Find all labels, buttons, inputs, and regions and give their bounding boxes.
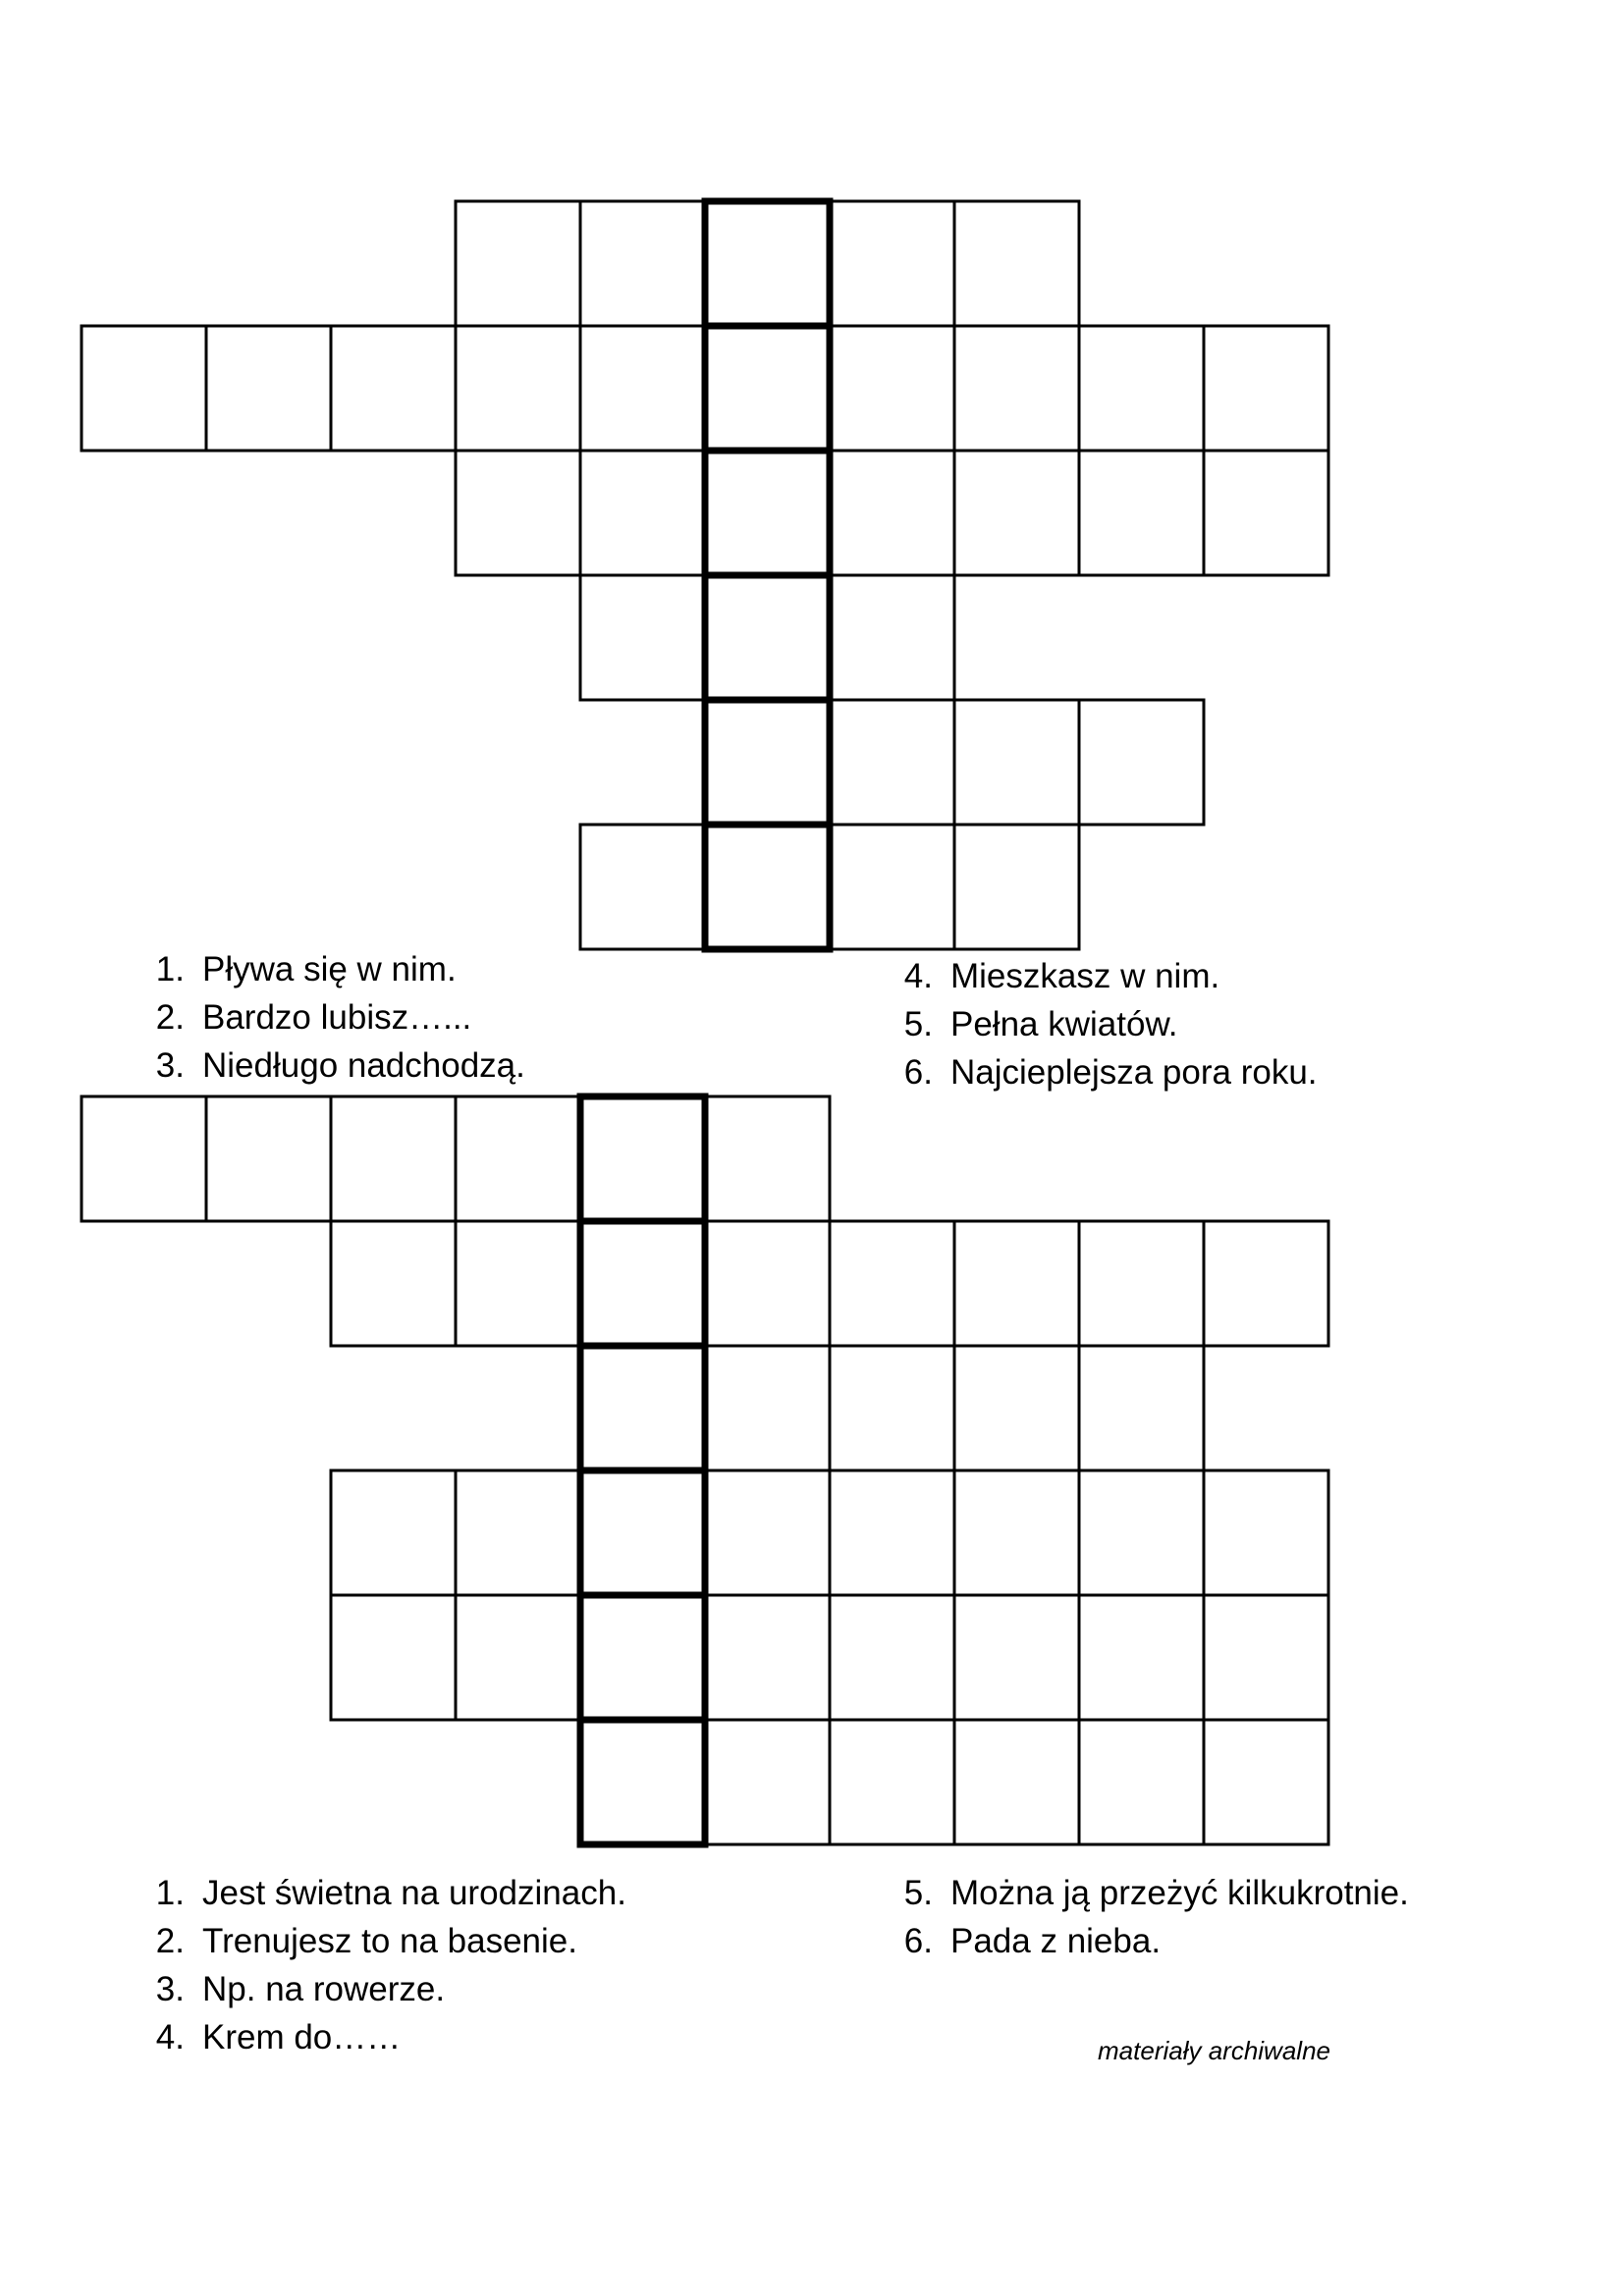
grid2-cell-r2-c8[interactable] [954, 1221, 1079, 1346]
grid2-cell-r2-c7[interactable] [830, 1221, 954, 1346]
grid2-cell-r6-c8[interactable] [954, 1720, 1079, 1844]
clue-number: 6. [903, 1922, 933, 1960]
clue-number: 2. [155, 1922, 185, 1960]
clue-item [135, 1965, 626, 2013]
clue-item [884, 1000, 1318, 1048]
grid2-cell-r2-c4[interactable] [456, 1221, 580, 1346]
grid2-cell-r4-c7[interactable] [830, 1470, 954, 1595]
clue-item [135, 993, 525, 1041]
clue-number: 6. [903, 1053, 933, 1092]
grid2-cell-r6-c6[interactable] [705, 1720, 830, 1844]
clue-number: 5. [903, 1005, 933, 1043]
clue-number: 5. [903, 1874, 933, 1912]
grid2-cell-r3-c7[interactable] [830, 1346, 954, 1470]
grid2-cell-r6-c5[interactable] [580, 1720, 705, 1844]
clue-list-1-right [884, 952, 1318, 1096]
grid2-cell-r4-c5[interactable] [580, 1470, 705, 1595]
grid2-cell-r3-c9[interactable] [1079, 1346, 1204, 1470]
clue-text: Mieszkasz w nim. [950, 957, 1220, 995]
clue-number: 3. [155, 1046, 185, 1085]
clue-text: Pływa się w nim. [202, 950, 457, 988]
grid2-cell-r5-c9[interactable] [1079, 1595, 1204, 1720]
grid2-cell-r4-c10[interactable] [1204, 1470, 1328, 1595]
clue-number: 1. [155, 950, 185, 988]
clue-number: 4. [155, 2018, 185, 2056]
grid2-cell-r4-c9[interactable] [1079, 1470, 1204, 1595]
clue-item [135, 1869, 626, 1917]
grid2-cell-r1-c1[interactable] [81, 1096, 206, 1221]
clue-item [135, 945, 525, 993]
grid2-cell-r2-c9[interactable] [1079, 1221, 1204, 1346]
clue-item [884, 1048, 1318, 1096]
grid2-cell-r5-c8[interactable] [954, 1595, 1079, 1720]
grid2-cell-r5-c3[interactable] [331, 1595, 456, 1720]
grid2-cell-r1-c4[interactable] [456, 1096, 580, 1221]
grid2-cell-r3-c5[interactable] [580, 1346, 705, 1470]
clue-number: 1. [155, 1874, 185, 1912]
clue-text: Np. na rowerze. [202, 1970, 446, 2008]
clue-item [135, 1041, 525, 1090]
grid2-cell-r2-c5[interactable] [580, 1221, 705, 1346]
clue-item [884, 1917, 1409, 1965]
grid2-cell-r5-c10[interactable] [1204, 1595, 1328, 1720]
grid2-cell-r6-c10[interactable] [1204, 1720, 1328, 1844]
clue-text: Jest świetna na urodzinach. [202, 1874, 626, 1912]
clue-text: Pełna kwiatów. [950, 1005, 1178, 1043]
clue-text: Niedługo nadchodzą. [202, 1046, 525, 1085]
clue-text: Można ją przeżyć kilkukrotnie. [950, 1874, 1409, 1912]
grid2-cell-r5-c6[interactable] [705, 1595, 830, 1720]
clue-text: Bardzo lubisz…... [202, 998, 472, 1037]
grid2-cell-r1-c2[interactable] [206, 1096, 331, 1221]
grid2-cell-r4-c3[interactable] [331, 1470, 456, 1595]
grid2-cell-r4-c4[interactable] [456, 1470, 580, 1595]
grid2-cell-r2-c3[interactable] [331, 1221, 456, 1346]
clue-list-2-right [884, 1869, 1409, 1965]
clue-text: Pada z nieba. [950, 1922, 1162, 1960]
grid2-cell-r6-c9[interactable] [1079, 1720, 1204, 1844]
grid2-cell-r5-c5[interactable] [580, 1595, 705, 1720]
grid2-cell-r1-c3[interactable] [331, 1096, 456, 1221]
grid2-cell-r4-c6[interactable] [705, 1470, 830, 1595]
clue-list-1-left [135, 945, 525, 1090]
clue-text: Krem do…… [202, 2018, 402, 2056]
clue-item [884, 1869, 1409, 1917]
grid2-cell-r5-c7[interactable] [830, 1595, 954, 1720]
footer-note: materiały archiwalne [1098, 2036, 1330, 2065]
grid2-cell-r2-c10[interactable] [1204, 1221, 1328, 1346]
grid2-cell-r1-c5[interactable] [580, 1096, 705, 1221]
grid2-cell-r1-c6[interactable] [705, 1096, 830, 1221]
clue-number: 4. [903, 957, 933, 995]
clue-list-2-left [135, 1869, 626, 2061]
clue-item [884, 952, 1318, 1000]
grid2-cell-r4-c8[interactable] [954, 1470, 1079, 1595]
clue-number: 2. [155, 998, 185, 1037]
grid2-cell-r3-c6[interactable] [705, 1346, 830, 1470]
clue-item [135, 1917, 626, 1965]
clue-text: Trenujesz to na basenie. [202, 1922, 577, 1960]
grid2-cell-r2-c6[interactable] [705, 1221, 830, 1346]
clue-item [135, 2013, 626, 2061]
grid2-cell-r3-c8[interactable] [954, 1346, 1079, 1470]
grid2-cell-r6-c7[interactable] [830, 1720, 954, 1844]
clue-text: Najcieplejsza pora roku. [950, 1053, 1318, 1092]
grid2-cell-r5-c4[interactable] [456, 1595, 580, 1720]
clue-number: 3. [155, 1970, 185, 2008]
